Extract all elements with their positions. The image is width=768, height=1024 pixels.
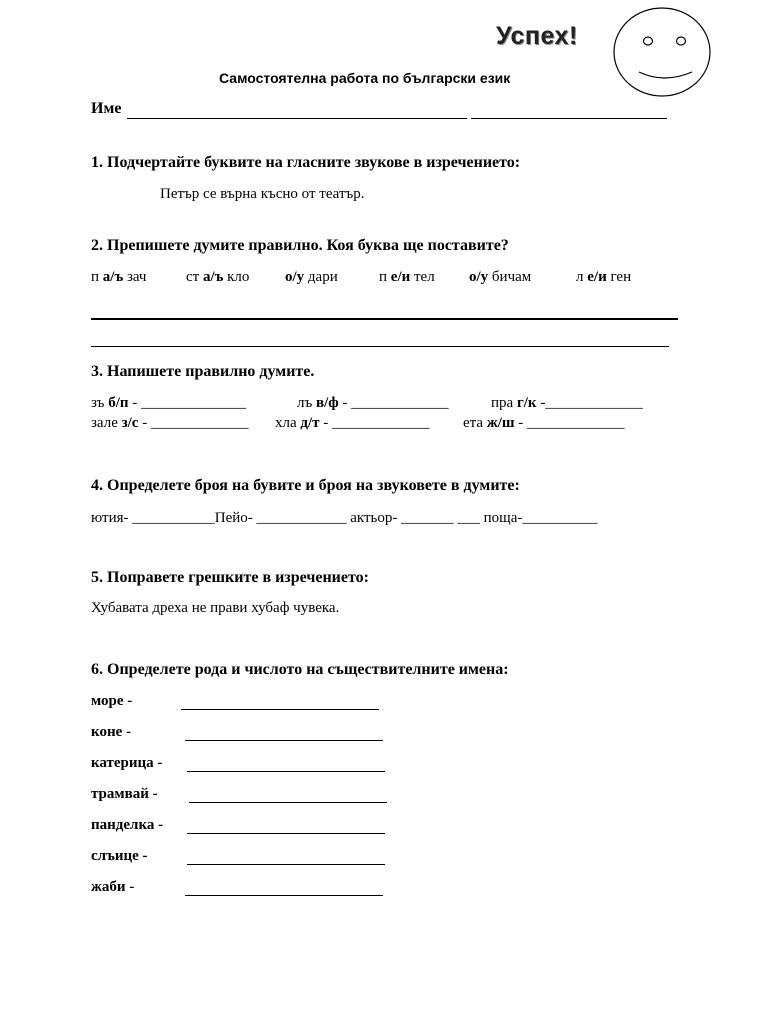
task6-heading: 6. Определете рода и числото на съществителните имена:	[91, 661, 509, 678]
task2-heading: 2. Препишете думите правилно. Коя буква ще поставите?	[91, 237, 509, 254]
task6-word: жаби -	[91, 879, 135, 895]
task3-item: хла д/т - _____________	[275, 415, 430, 431]
task3-item: лъ в/ф - _____________	[297, 395, 449, 411]
answer-line[interactable]	[189, 802, 387, 803]
answer-line[interactable]	[91, 346, 669, 347]
task6-word: слъице -	[91, 848, 148, 864]
task2-word: л е/и ген	[576, 269, 632, 285]
task2-word: о/у бичам	[469, 269, 532, 285]
task2-word: п е/и тел	[379, 269, 435, 285]
answer-line[interactable]	[187, 771, 385, 772]
task6-word: коне -	[91, 724, 131, 740]
answer-line[interactable]	[187, 864, 385, 865]
task6-word: трамвай -	[91, 786, 158, 802]
task5-sentence: Хубавата дреха не прави хубаф чувека.	[91, 600, 340, 616]
task6-word: панделка -	[91, 817, 164, 833]
task2-word: п а/ъ зач	[91, 269, 147, 285]
page-title: Самостоятелна работа по български език	[219, 70, 511, 86]
task6-word: катерица -	[91, 755, 163, 771]
answer-line[interactable]	[91, 318, 678, 320]
answer-line[interactable]	[185, 895, 383, 896]
task2-word: о/у дари	[285, 269, 338, 285]
answer-line[interactable]	[185, 740, 383, 741]
name-label: Име	[91, 100, 122, 117]
smiley-face-icon	[612, 6, 712, 98]
task3-heading: 3. Напишете правилно думите.	[91, 363, 315, 380]
name-input-line[interactable]	[127, 118, 467, 119]
task2-word: ст а/ъ кло	[186, 269, 250, 285]
task6-word: море -	[91, 693, 133, 709]
task5-heading: 5. Поправете грешките в изречението:	[91, 569, 369, 586]
task4-heading: 4. Определете броя на бувите и броя на звуковете в думите:	[91, 477, 520, 494]
answer-line[interactable]	[187, 833, 385, 834]
task1-sentence: Петър се върна късно от театър.	[160, 186, 365, 202]
name-input-line-2[interactable]	[471, 118, 667, 119]
task1-heading: 1. Подчертайте буквите на гласните звукове в изречението:	[91, 154, 521, 171]
task3-item: ета ж/ш - _____________	[463, 415, 625, 431]
task3-item: пра г/к -_____________	[491, 395, 643, 411]
task3-item: зале з/с - _____________	[91, 415, 249, 431]
task3-item: зъ б/п - ______________	[91, 395, 246, 411]
task4-line: ютия- ___________Пейо- ____________ актьор- _______ ___ поща-__________	[91, 510, 598, 526]
answer-line[interactable]	[181, 709, 379, 710]
success-badge: Успех!	[496, 22, 578, 50]
